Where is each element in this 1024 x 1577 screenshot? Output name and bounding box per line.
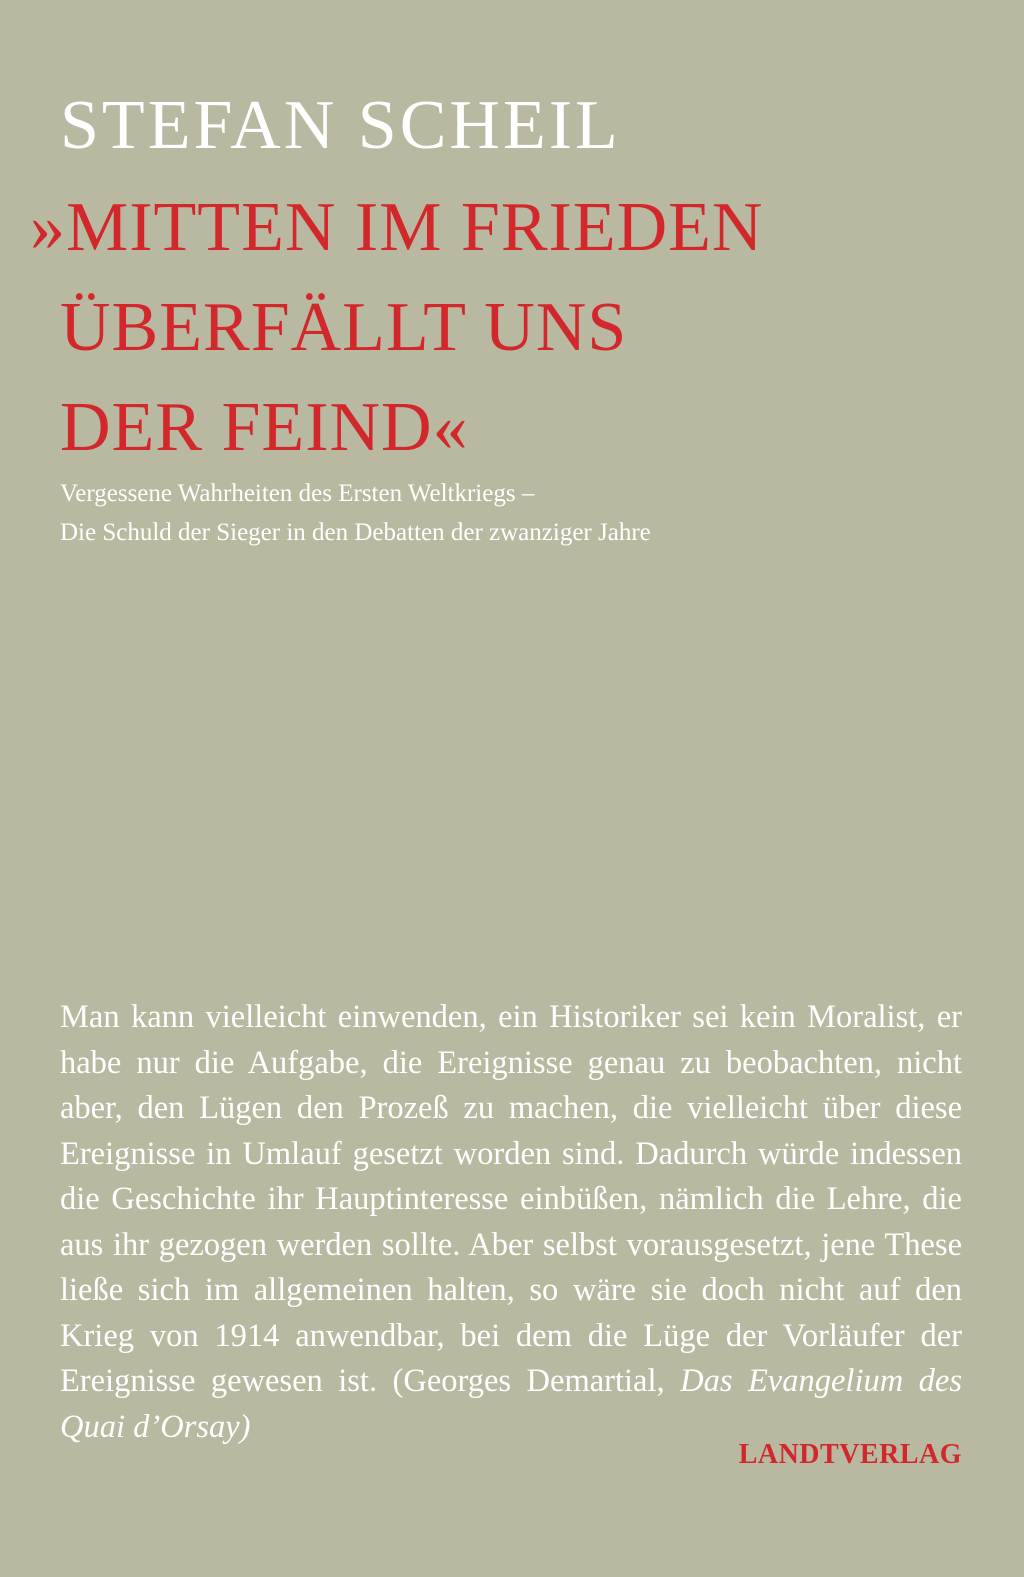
title-line: DER FEIND«: [60, 389, 469, 466]
subtitle-line: Vergessene Wahrheiten des Ersten Weltkriegs –: [60, 480, 535, 507]
author-name: STEFAN SCHEIL: [60, 87, 621, 164]
book-title: [30, 178, 763, 478]
title-line: »MITTEN IM FRIEDEN: [30, 189, 764, 266]
title-line: ÜBERFÄLLT UNS: [60, 289, 628, 366]
subtitle-line: Die Schuld der Sieger in den Debatten der zwanziger Jahre: [60, 519, 651, 546]
publisher-logo: LANDTVERLAG: [738, 1439, 962, 1470]
quote-text: Man kann vielleicht einwenden, ein Historiker sei kein Moralist, er habe nur die Aufgabe, die Ereignisse genau zu beobachten, nicht aber, den Lügen den Prozeß zu machen, die vielleicht über diese Ereignisse in Umlauf gesetzt worden sind. Dadurch würde indessen die Geschichte ihr Hauptinteresse einbüßen, nämlich die Lehre, die aus ihr gezogen werden sollte. Aber selbst vorausgesetzt, jene These ließe sich im allgemeinen halten, so wäre sie doch nicht auf den Krieg von 1914 anwendbar, bei dem die Lüge der Vorläufer der Ereignisse gewesen ist. (Georges Demartial,: [60, 999, 962, 1399]
book-subtitle: [60, 474, 651, 552]
quote-block: [60, 995, 962, 1450]
quote-source: Das Evangelium des Quai d’Orsay): [60, 1363, 962, 1445]
